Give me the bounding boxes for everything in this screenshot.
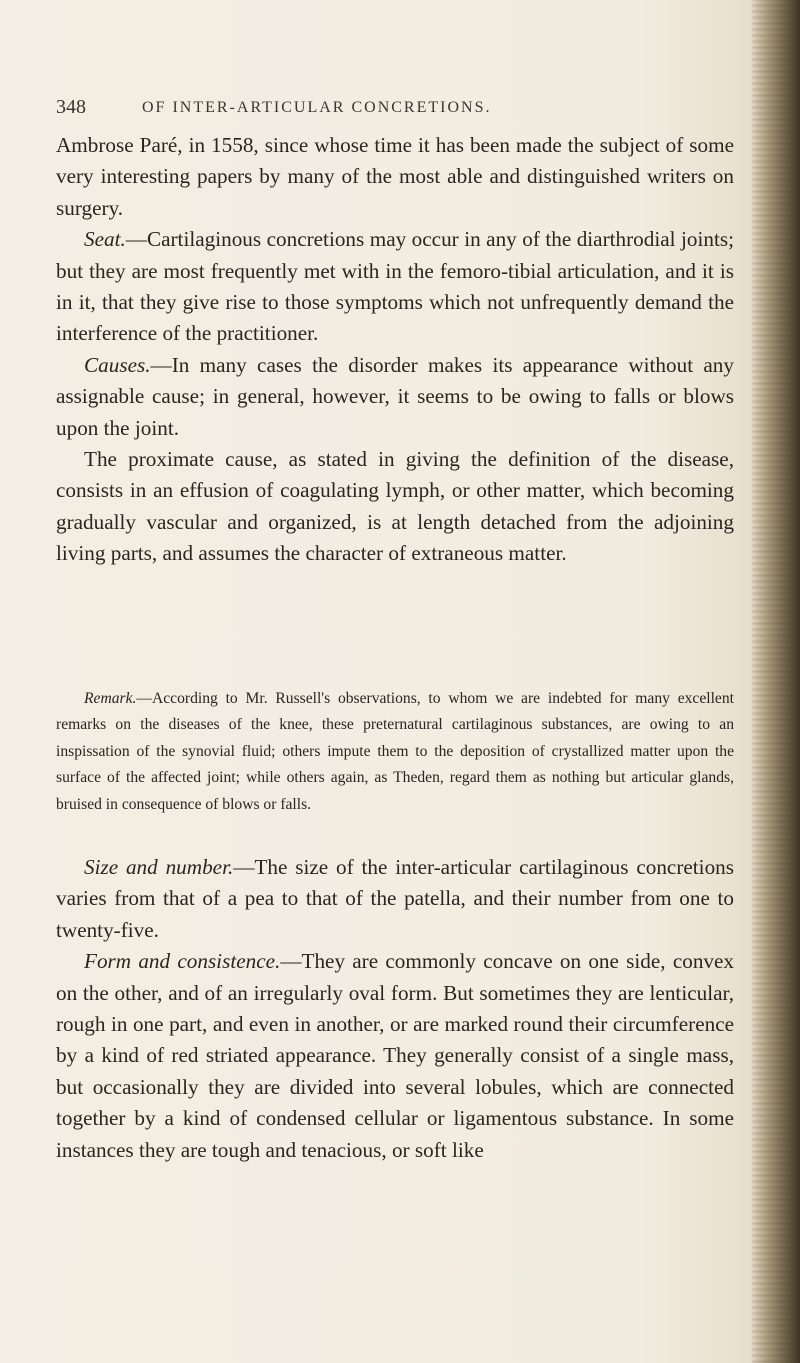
form-consistence-heading: Form and consistence. <box>84 949 281 974</box>
page-edge-shadow <box>752 0 800 1363</box>
page-number: 348 <box>56 96 86 118</box>
paragraph-form-consistence <box>56 946 734 1166</box>
size-number-text: —The size of the inter-articular cartilaginous concretions varies from that of a pea to that of the patella, and their number from one to twenty-five. <box>56 855 735 942</box>
body-text <box>56 130 734 570</box>
running-head: OF INTER-ARTICULAR CONCRETIONS. <box>142 99 492 116</box>
paragraph-intro: Ambrose Paré, in 1558, since whose time it has been made the subject of some very interesting papers by many of the most able and distinguished writers on surgery. <box>56 133 734 220</box>
remark-paragraph <box>56 686 734 818</box>
paragraph-seat <box>56 224 734 350</box>
causes-text: —In many cases the disorder makes its appearance without any assignable cause; in general, however, it seems to be owing to falls or blows upon the joint. <box>56 352 734 440</box>
seat-text: —Cartilaginous concretions may occur in any of the diarthrodial joints; but they are most frequently met with in the femoro-tibial articulation, and it is in it, that they give rise to those symptoms which not unfrequently demand the interference of the practitioner. <box>56 227 734 346</box>
page-header <box>56 96 736 124</box>
remark-block <box>56 686 734 818</box>
size-number-heading: Size and number. <box>84 855 234 879</box>
seat-heading: Seat. <box>84 227 126 252</box>
remark-text: —According to Mr. Russell's observations, to whom we are indebted for many excellent remarks on the diseases of the knee, these preternatural cartilaginous substances, are owing to an inspissation of the synovial fluid; others impute them to the deposition of crystallized matter upon the surface of the affected joint; while others again, as Theden, regard them as nothing but articular glands, bruised in consequence of blows or falls. <box>56 690 734 813</box>
paragraph-size-number <box>56 852 734 946</box>
form-consistence-text: —They are commonly concave on one side, convex on the other, and of an irregularly oval form. But sometimes they are lenticular, rough in one part, and even in another, or are marked round their circumference by a kind of red striated appearance. They generally consist of a single mass, but occasionally they are divided into several lobules, which are connected together by a kind of condensed cellular or ligamentous substance. In some instances they are tough and tenacious, or soft like <box>56 949 734 1162</box>
causes-heading: Causes. <box>84 352 151 377</box>
paragraph-proximate-cause: The proximate cause, as stated in giving the definition of the disease, consists in an effusion of coagulating lymph, or other matter, which becoming gradually vascular and organized, is at length detached from the adjoining living parts, and assumes the character of extraneous matter. <box>56 447 734 566</box>
body-text-continued <box>56 852 734 1166</box>
paragraph-causes <box>56 350 734 444</box>
remark-heading: Remark. <box>84 690 137 707</box>
